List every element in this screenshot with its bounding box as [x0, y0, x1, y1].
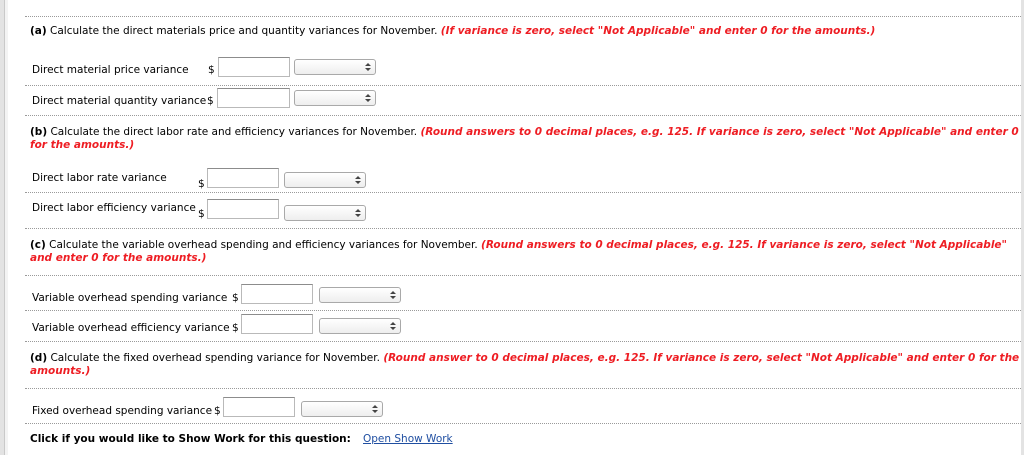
variable-overhead-spending-variance-label: Variable overhead spending variance [32, 292, 228, 304]
divider [25, 310, 1021, 311]
currency-symbol: $ [207, 95, 214, 107]
divider [25, 388, 1021, 389]
part-c-question [30, 239, 1022, 265]
part-c-instruction: (Round answers to 0 decimal places, e.g. 125. If variance is zero, select "Not Applicable" and enter 0 for the amounts.) [30, 239, 1008, 264]
direct-material-quantity-variance-select[interactable] [294, 90, 376, 106]
variable-overhead-efficiency-variance-label: Variable overhead efficiency variance [32, 322, 230, 334]
select-arrows-icon [365, 62, 371, 72]
part-b-instruction: (Round answers to 0 decimal places, e.g. 125. If variance is zero, select "Not Applicable" and enter 0 for the amounts.) [30, 126, 1019, 151]
direct-material-price-variance-select[interactable] [294, 59, 376, 75]
select-arrows-icon [355, 208, 361, 218]
select-arrows-icon [355, 175, 361, 185]
variable-overhead-spending-variance-input[interactable] [241, 284, 313, 304]
part-a-instruction: (If variance is zero, select "Not Applicable" and enter 0 for the amounts.) [440, 25, 876, 37]
part-b-question [30, 126, 1022, 152]
currency-symbol: $ [232, 322, 239, 334]
part-d-text: Calculate the fixed overhead spending variance for November. [47, 352, 384, 364]
direct-material-quantity-variance-label: Direct material quantity variance [32, 95, 207, 107]
part-a-lead: (a) [30, 25, 47, 37]
direct-material-price-variance-label: Direct material price variance [32, 64, 189, 76]
part-d-question [30, 352, 1022, 378]
show-work-label: Click if you would like to Show Work for this question: [30, 433, 351, 445]
fixed-overhead-spending-variance-select[interactable] [301, 401, 383, 417]
direct-labor-rate-variance-label: Direct labor rate variance [32, 172, 167, 184]
part-c-text: Calculate the variable overhead spending and efficiency variances for November. [45, 239, 482, 251]
select-arrows-icon [390, 290, 396, 300]
divider [25, 228, 1021, 229]
direct-material-quantity-variance-input[interactable] [217, 88, 290, 108]
part-b-text: Calculate the direct labor rate and efficiency variances for November. [47, 126, 421, 138]
part-a-text: Calculate the direct materials price and quantity variances for November. [46, 25, 441, 37]
divider [25, 16, 1021, 17]
divider [25, 423, 1021, 424]
variable-overhead-spending-variance-select[interactable] [319, 287, 401, 303]
variable-overhead-efficiency-variance-input[interactable] [241, 314, 313, 334]
select-arrows-icon [372, 404, 378, 414]
part-d-lead: (d) [30, 352, 48, 364]
direct-labor-efficiency-variance-select[interactable] [284, 205, 366, 221]
direct-labor-rate-variance-select[interactable] [284, 172, 366, 188]
currency-symbol: $ [214, 405, 221, 417]
part-a-question [30, 25, 1022, 38]
direct-labor-efficiency-variance-input[interactable] [207, 199, 279, 219]
direct-labor-rate-variance-input[interactable] [207, 168, 279, 188]
currency-symbol: $ [198, 178, 205, 190]
part-d-instruction: (Round answer to 0 decimal places, e.g. 125. If variance is zero, select "Not Applicable" and enter 0 for the amounts.) [30, 352, 1020, 377]
select-arrows-icon [390, 321, 396, 331]
fixed-overhead-spending-variance-label: Fixed overhead spending variance [32, 405, 213, 417]
part-c-lead: (c) [30, 239, 46, 251]
divider [25, 85, 1021, 86]
variable-overhead-efficiency-variance-select[interactable] [319, 318, 401, 334]
divider [25, 341, 1021, 342]
direct-labor-efficiency-variance-label: Direct labor efficiency variance [32, 202, 196, 214]
open-show-work-link[interactable]: Open Show Work [363, 433, 453, 445]
part-b-lead: (b) [30, 126, 48, 138]
currency-symbol: $ [232, 292, 239, 304]
divider [25, 115, 1021, 116]
direct-material-price-variance-input[interactable] [218, 57, 290, 77]
divider [25, 192, 1021, 193]
select-arrows-icon [365, 93, 371, 103]
left-frame-gutter [5, 0, 8, 455]
divider [25, 275, 1021, 276]
currency-symbol: $ [198, 208, 205, 220]
currency-symbol: $ [208, 64, 215, 76]
fixed-overhead-spending-variance-input[interactable] [223, 397, 295, 417]
